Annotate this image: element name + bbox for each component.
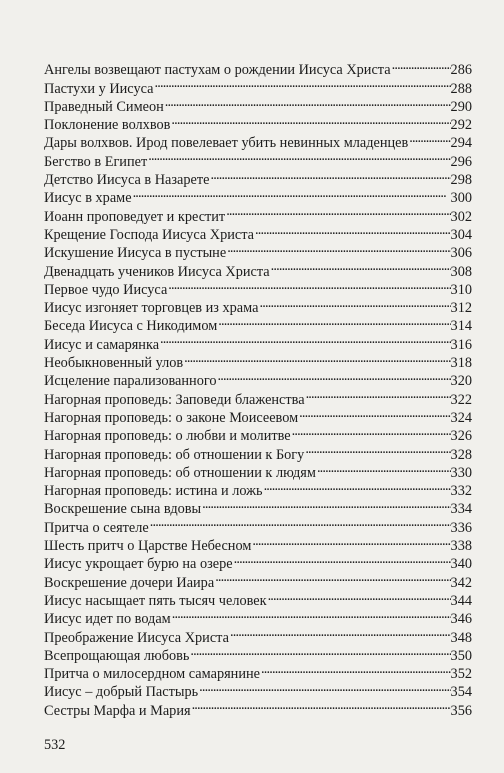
toc-entry-page: 312	[450, 300, 472, 317]
toc-entry-page: 316	[450, 336, 472, 353]
toc-entry-title: Иисус и самарянка	[44, 336, 160, 353]
toc-entry-title: Притча о сеятеле	[44, 519, 149, 536]
toc-entry-page: 318	[450, 355, 472, 372]
toc-entry-title: Иисус насыщает пять тысяч человек	[44, 592, 267, 609]
toc-entry-page: 310	[450, 281, 472, 298]
toc-entry-page: 314	[450, 318, 472, 335]
toc-dot-leader	[391, 56, 451, 74]
toc-dot-leader	[254, 221, 451, 239]
toc-dot-leader	[167, 276, 450, 294]
toc-entry-title: Притча о милосердном самарянине	[44, 666, 260, 683]
toc-entry-title: Первое чудо Иисуса	[44, 281, 168, 298]
toc-entry-page: 334	[450, 501, 472, 518]
toc-entry-title: Нагорная проповедь: об отношении к Богу	[44, 446, 305, 463]
toc-entry-title: Воскрешение дочери Иаира	[44, 574, 215, 591]
toc-entry-title: Нагорная проповедь: Заповеди блаженства	[44, 391, 305, 408]
toc-entry-page: 348	[450, 629, 472, 646]
toc-dot-leader	[149, 513, 451, 531]
toc-entry-page: 336	[450, 519, 472, 536]
toc-entry-page: 328	[450, 446, 472, 463]
toc-entry-page: 298	[450, 172, 472, 189]
toc-entry-page: 332	[450, 483, 472, 500]
toc-entry-page: 320	[450, 373, 472, 390]
toc-entry-page: 302	[450, 208, 472, 225]
toc-dot-leader	[258, 294, 450, 312]
toc-dot-leader	[214, 568, 450, 586]
toc-dot-leader	[217, 312, 450, 330]
toc-dot-leader	[147, 147, 450, 165]
toc-entry-title: Нагорная проповедь: об отношении к людям	[44, 464, 316, 481]
toc-entry-page: 304	[450, 226, 472, 243]
toc-entry-title: Преображение Иисуса Христа	[44, 629, 229, 646]
toc-dot-leader	[183, 349, 450, 367]
toc-entry-title: Шесть притч о Царстве Небесном	[44, 538, 252, 555]
toc-dot-leader	[251, 532, 450, 550]
toc-entry-page: 286	[450, 62, 472, 79]
toc-entry-page: 308	[450, 263, 472, 280]
toc-entry-page: 356	[450, 702, 472, 719]
toc-entry-page: 340	[450, 556, 472, 573]
toc-dot-leader	[153, 74, 450, 92]
toc-dot-leader	[171, 605, 451, 623]
toc-dot-leader	[233, 550, 451, 568]
toc-entry-title: Нагорная проповедь: о законе Моисеевом	[44, 409, 299, 426]
toc-entry-title: Нагорная проповедь: истина и ложь	[44, 483, 263, 500]
toc-dot-leader	[298, 404, 450, 422]
toc-dot-leader	[260, 660, 451, 678]
toc-entry-title: Крещение Господа Иисуса Христа	[44, 226, 255, 243]
toc-entry-title: Иисус идет по водам	[44, 611, 171, 628]
toc-entry-page: 294	[450, 135, 472, 152]
toc-entry-page: 322	[450, 391, 472, 408]
toc-entry-title: Детство Иисуса в Назарете	[44, 172, 210, 189]
toc-entry-title: Иисус укрощает бурю на озере	[44, 556, 233, 573]
toc-dot-leader	[305, 385, 451, 403]
page-number: 532	[44, 737, 66, 753]
toc-dot-leader	[191, 696, 451, 714]
toc-entry-page: 352	[450, 666, 472, 683]
toc-entry-page: 338	[450, 538, 472, 555]
toc-entry-title: Необыкновенный улов	[44, 355, 184, 372]
toc-entry-title: Поклонение волхвов	[44, 117, 171, 134]
toc-entry-title: Нагорная проповедь: о любви и молитве	[44, 428, 291, 445]
toc-entry-page: 324	[450, 409, 472, 426]
toc-entry-page: 354	[450, 684, 472, 701]
toc-entry-page: 342	[450, 574, 472, 591]
toc-entry-title: Искушение Иисуса в пустыне	[44, 245, 227, 262]
toc-entry-page: 326	[450, 428, 472, 445]
toc-dot-leader	[270, 257, 451, 275]
toc-dot-leader	[164, 93, 451, 111]
toc-entry-page: 290	[450, 98, 472, 115]
toc-dot-leader	[291, 422, 451, 440]
toc-dot-leader	[217, 367, 451, 385]
toc-entry-page: 306	[450, 245, 472, 262]
toc-entry-page: 296	[450, 153, 472, 170]
toc-entry-title: Исцеление парализованного	[44, 373, 217, 390]
toc-dot-leader	[226, 239, 450, 257]
toc-entry-title: Двенадцать учеников Иисуса Христа	[44, 263, 270, 280]
toc-dot-leader	[159, 330, 451, 348]
toc-entry-title: Пастухи у Иисуса	[44, 80, 154, 97]
toc-dot-leader	[225, 202, 450, 220]
toc-entry-page: 300	[450, 190, 472, 207]
table-of-contents	[44, 56, 472, 719]
toc-entry-title: Воскрешение сына вдовы	[44, 501, 202, 518]
toc-entry-title: Иоанн проповедует и крестит	[44, 208, 226, 225]
toc-entry-title: Праведный Симеон	[44, 98, 164, 115]
toc-entry-title: Беседа Иисуса с Никодимом	[44, 318, 218, 335]
toc-entry-page: 346	[450, 611, 472, 628]
toc-entry-title: Иисус – добрый Пастырь	[44, 684, 199, 701]
toc-entry	[44, 56, 472, 79]
toc-entry-page: 330	[450, 464, 472, 481]
toc-entry-title: Дары волхвов. Ирод повелевает убить невинных младенцев	[44, 135, 409, 152]
toc-dot-leader	[263, 477, 451, 495]
toc-entry-title: Ангелы возвещают пастухам о рождении Иисуса Христа	[44, 62, 391, 79]
toc-entry-title: Иисус в храме	[44, 190, 132, 207]
toc-dot-leader	[304, 440, 450, 458]
toc-entry-page: 292	[450, 117, 472, 134]
toc-dot-leader	[408, 129, 450, 147]
toc-dot-leader	[132, 184, 451, 202]
toc-entry-title: Бегство в Египет	[44, 153, 148, 170]
toc-dot-leader	[189, 642, 450, 660]
toc-dot-leader	[201, 495, 450, 513]
toc-entry-title: Всепрощающая любовь	[44, 647, 190, 664]
toc-entry-page: 344	[450, 592, 472, 609]
toc-dot-leader	[209, 166, 450, 184]
toc-dot-leader	[198, 678, 450, 696]
toc-entry-title: Сестры Марфа и Мария	[44, 702, 191, 719]
toc-entry-page: 350	[450, 647, 472, 664]
toc-entry-page: 288	[450, 80, 472, 97]
toc-dot-leader	[316, 459, 451, 477]
toc-dot-leader	[229, 623, 451, 641]
toc-dot-leader	[267, 587, 451, 605]
toc-dot-leader	[170, 111, 450, 129]
toc-entry-title: Иисус изгоняет торговцев из храма	[44, 300, 259, 317]
